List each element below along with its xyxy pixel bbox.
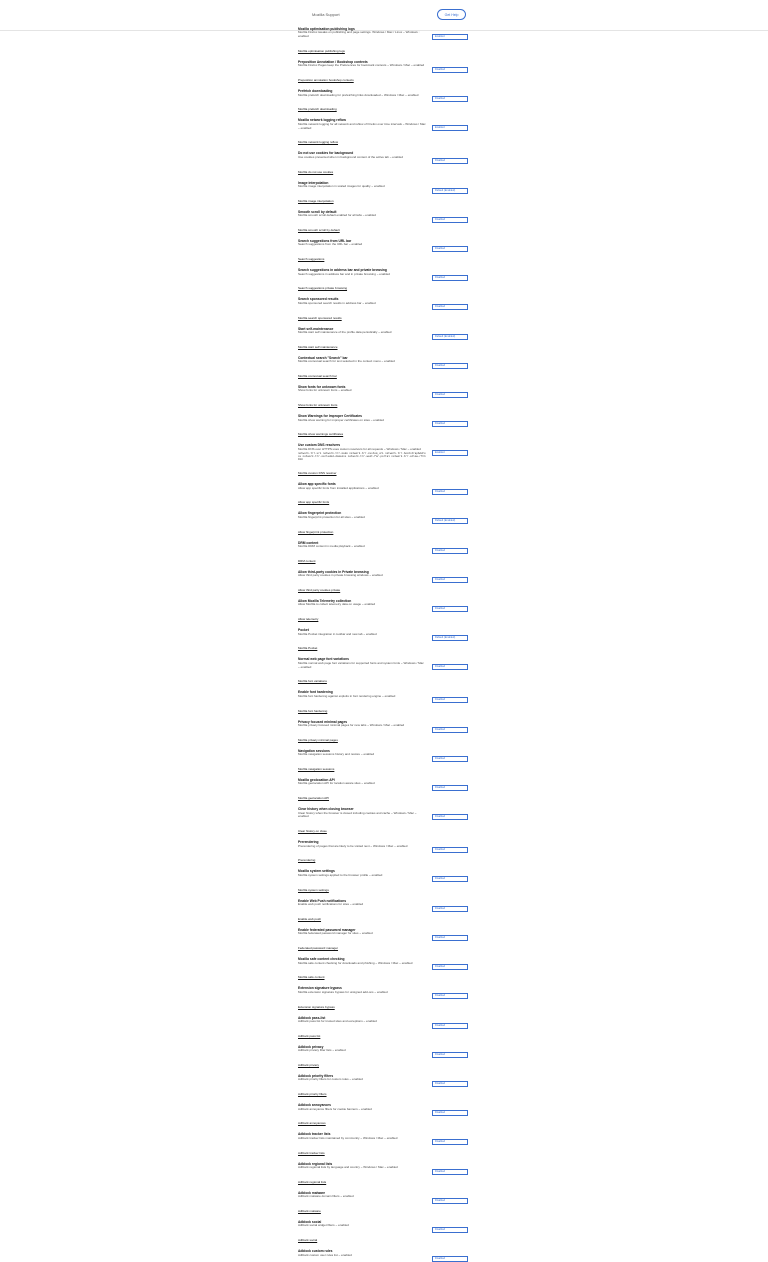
setting-title: Navigation sessions (298, 748, 330, 753)
setting-toggle-button[interactable]: Default (Enabled) (432, 188, 468, 194)
site-title: Mozilla Support (312, 12, 340, 17)
setting-description: Mozilla federated password manager for sites ~ enabled (298, 931, 373, 936)
setting-toggle-button[interactable]: Disabled (432, 67, 468, 73)
setting-title: Allow app specific fonts (298, 482, 336, 487)
setting-description: Mozilla Pocket integration in toolbar and new tab ~ enabled (298, 631, 377, 636)
setting-title: Mozilla network logging reflow (298, 118, 346, 123)
setting-link[interactable]: DRM content (298, 558, 316, 563)
setting-title: Start self-maintenance (298, 326, 334, 331)
setting-title: Allow Mozilla Telemetry collection (298, 599, 352, 604)
setting-description: Allow app specific fonts from installed applications ~ enabled (298, 485, 379, 490)
setting-title: Prefetch downloading (298, 89, 333, 94)
setting-description: Mozilla geolocation API for location aware sites ~ enabled (298, 781, 375, 786)
setting-link[interactable]: Show fonts for unknown fonts (298, 403, 338, 408)
setting-description: Mozilla font hardening against exploits in font rendering engine ~ enabled (298, 693, 396, 698)
setting-title: Enable Web Push notifications (298, 898, 347, 903)
setting-link[interactable]: Adblock social (298, 1238, 318, 1243)
setting-link[interactable]: Mozilla geolocation API (298, 796, 330, 801)
setting-link[interactable]: Adblock regional lists (298, 1179, 327, 1184)
setting-item (298, 986, 470, 1012)
setting-item (298, 443, 470, 479)
setting-description: Mozilla safe content checking for downloads and phishing ~ Windows / Mac ~ enabled (298, 960, 413, 965)
setting-toggle-button[interactable]: Enabled (432, 450, 468, 456)
setting-title: Adblock privacy (298, 1044, 324, 1049)
setting-description: Mozilla system settings applied to the browser profile ~ enabled (298, 872, 383, 877)
setting-toggle-button[interactable]: Disabled (432, 664, 468, 670)
setting-item (298, 657, 470, 687)
setting-title: Adblock annoyances (298, 1103, 331, 1108)
setting-description: Mozilla navigation sessions history and restore ~ enabled (298, 752, 375, 757)
setting-toggle-button[interactable]: Disabled (432, 606, 468, 612)
setting-toggle-button[interactable]: Disabled (432, 1110, 468, 1116)
setting-title: Normal web page font variations (298, 657, 349, 662)
setting-toggle-button[interactable]: Disabled (432, 489, 468, 495)
setting-item (298, 356, 470, 382)
setting-item (298, 570, 470, 596)
setting-link[interactable]: Search suggestions (298, 257, 325, 262)
setting-description: Mozilla show warning for improper certificates on sites ~ enabled (298, 417, 384, 422)
setting-toggle-button[interactable]: Disabled (432, 1227, 468, 1233)
setting-item (298, 928, 470, 954)
setting-toggle-button[interactable]: Disabled (432, 421, 468, 427)
setting-link[interactable]: Mozilla Pocket (298, 646, 318, 651)
setting-link[interactable]: Mozilla navigation sessions (298, 767, 335, 772)
setting-description: Adblock tracker lists maintained by community ~ Windows / Mac ~ enabled (298, 1135, 398, 1140)
setting-link[interactable]: Mozilla font hardening (298, 708, 328, 713)
setting-title: Allow fingerprint protection (298, 511, 342, 516)
setting-item (298, 1220, 470, 1246)
setting-title: Adblock pass-list (298, 1015, 326, 1020)
setting-description: Prerendering of pages that are likely to be visited next ~ Windows / Mac ~ enabled (298, 843, 408, 848)
setting-toggle-button[interactable]: Disabled (432, 1023, 468, 1029)
setting-toggle-button[interactable]: Disabled (432, 1081, 468, 1087)
setting-title: Show Warnings for Improper Certificates (298, 414, 362, 419)
get-help-button[interactable]: Get Help (437, 9, 466, 20)
setting-description: Mozilla contextual search for text selected in the context menu ~ enabled (298, 359, 395, 364)
setting-title: Clear history when closing browser (298, 807, 354, 812)
setting-link[interactable]: Mozilla privacy minimal pages (298, 737, 338, 742)
setting-description: Mozilla start self maintenance of the profile data periodically ~ enabled (298, 330, 392, 335)
setting-item (298, 297, 470, 323)
setting-link[interactable]: Clear history on close (298, 829, 327, 834)
setting-link[interactable]: Adblock privacy (298, 1062, 320, 1067)
setting-item (298, 268, 470, 294)
setting-item (298, 869, 470, 895)
setting-link[interactable]: Mozilla search sponsored results (298, 315, 342, 320)
setting-description: Clear history when the browser is closed including cookies and cache ~ Windows / Mac ~ enabled (298, 810, 417, 819)
setting-description: Mozilla Firefox Pages keep the Preferences for bookmark contexts ~ Windows / Mac ~ enabled (298, 63, 425, 68)
setting-link[interactable]: Adblock malware (298, 1208, 321, 1213)
setting-code: network.trr.uri network.trr.mode network.trr.custom_uri network.trr.bootstrapAddress network.trr.excluded-domains network.trr.wait-for-portal network.trr.allow-rfc1918 (298, 451, 426, 462)
setting-title: Pocket (298, 628, 309, 633)
setting-toggle-button[interactable]: Disabled (432, 1256, 468, 1262)
setting-description: Mozilla image interpolation in scaled images for quality ~ enabled (298, 184, 385, 189)
setting-link[interactable]: Adblock pass list (298, 1033, 321, 1038)
setting-description: Allow third party cookies in private browsing windows ~ enabled (298, 573, 383, 578)
setting-title: Search sponsored results (298, 297, 339, 302)
setting-title: Adblock malware (298, 1190, 326, 1195)
setting-description: Mozilla network logging for all network and reflow of Firefox over time intervals ~ Windows / Mac ~ enabled (298, 121, 426, 130)
setting-description: Search suggestions in address bar and in private browsing ~ enabled (298, 271, 390, 276)
setting-item (298, 778, 470, 804)
setting-title: Mozilla geolocation API (298, 778, 335, 783)
setting-description: Mozilla prefetch downloading for prefetching links downloaded ~ Windows / Mac ~ enabled (298, 92, 419, 97)
setting-description: Adblock privacy filter lists ~ enabled (298, 1048, 346, 1053)
setting-item (298, 899, 470, 925)
setting-item (298, 1132, 470, 1158)
setting-toggle-button[interactable]: Default (Enabled) (432, 334, 468, 340)
setting-description: Adblock priority filters for custom rules ~ enabled (298, 1077, 363, 1082)
setting-description: Adblock malware domain filters ~ enabled (298, 1194, 354, 1199)
setting-description: Enable web push notifications for sites ~ enabled (298, 902, 364, 907)
setting-toggle-button[interactable]: Disabled (432, 304, 468, 310)
setting-title: Mozilla optimisation publishing logs (298, 27, 355, 31)
setting-toggle-button[interactable]: Disabled (432, 876, 468, 882)
setting-item (298, 720, 470, 746)
setting-item (298, 482, 470, 508)
setting-link[interactable]: Mozilla system settings (298, 887, 329, 892)
setting-toggle-button[interactable]: Enabled (432, 34, 468, 40)
setting-description: Adblock pass list for trusted sites and exceptions ~ enabled (298, 1018, 377, 1023)
setting-link[interactable]: Allow fingerprint protection (298, 529, 334, 534)
setting-description: Mozilla privacy focused minimal pages for new tabs ~ Windows / Mac ~ enabled (298, 723, 405, 728)
setting-title: Adblock tracker lists (298, 1132, 331, 1137)
setting-link[interactable]: Allow third party cookies private (298, 588, 341, 593)
setting-title: Search suggestions in address bar and private browsing (298, 268, 387, 273)
setting-title: Mozilla system settings (298, 869, 335, 874)
setting-link[interactable]: Preposition annotation bookshop contexts (298, 78, 354, 83)
setting-link[interactable]: Allow app specific fonts (298, 500, 330, 505)
setting-description: Adblock social widget filters ~ enabled (298, 1223, 349, 1228)
setting-title: Show fonts for unknown fonts (298, 385, 346, 390)
setting-description: Allow Mozilla to collect telemetry data on usage ~ enabled (298, 602, 376, 607)
setting-toggle-button[interactable]: Disabled (432, 785, 468, 791)
setting-item (298, 210, 470, 236)
setting-link[interactable]: Search suggestions private browsing (298, 286, 348, 291)
setting-title: Search suggestions from URL bar (298, 239, 352, 244)
setting-description: Mozilla DRM content in media playback ~ enabled (298, 544, 365, 549)
setting-toggle-button[interactable]: Disabled (432, 158, 468, 164)
setting-title: Use custom DNS resolvers (298, 443, 341, 448)
setting-link[interactable]: Mozilla contextual search bar (298, 374, 337, 379)
setting-item (298, 1074, 470, 1100)
setting-item (298, 628, 470, 654)
setting-toggle-button[interactable]: Disabled (432, 935, 468, 941)
setting-toggle-button[interactable]: Disabled (432, 548, 468, 554)
setting-title: Extension signature bypass (298, 986, 342, 991)
setting-toggle-button[interactable]: Disabled (432, 1169, 468, 1175)
setting-item (298, 1162, 470, 1188)
setting-toggle-button[interactable]: Disabled (432, 697, 468, 703)
setting-item (298, 840, 470, 866)
setting-title: Prerendering (298, 840, 319, 845)
setting-item (298, 151, 470, 177)
setting-toggle-button[interactable]: Enabled (432, 125, 468, 131)
setting-item (298, 957, 470, 983)
setting-item (298, 599, 470, 625)
setting-toggle-button[interactable]: Disabled (432, 906, 468, 912)
setting-toggle-button[interactable]: Disabled (432, 756, 468, 762)
setting-item (298, 118, 470, 148)
setting-description: Mozilla smooth scroll default enabled for all tabs ~ enabled (298, 213, 376, 218)
setting-toggle-button[interactable]: Disabled (432, 217, 468, 223)
setting-link[interactable]: Mozilla network logging reflow (298, 140, 339, 145)
setting-link[interactable]: Adblock tracker lists (298, 1150, 325, 1155)
setting-link[interactable]: Prerendering (298, 858, 316, 863)
setting-link[interactable]: Adblock priority filters (298, 1092, 327, 1097)
setting-toggle-button[interactable]: Disabled (432, 392, 468, 398)
setting-toggle-button[interactable]: Disabled (432, 246, 468, 252)
setting-title: Smooth scroll by default (298, 209, 337, 214)
setting-toggle-button[interactable]: Disabled (432, 96, 468, 102)
setting-title: Mozilla safe content checking (298, 957, 345, 962)
setting-item (298, 1191, 470, 1217)
setting-description: Search suggestions from the URL bar ~ enabled (298, 242, 363, 247)
setting-title: DRM content (298, 540, 319, 545)
setting-description: Adblock custom user rules list ~ enabled (298, 1252, 352, 1257)
setting-title: Adblock social (298, 1219, 322, 1224)
setting-item (298, 89, 470, 115)
setting-description: Adblock regional lists by language and country ~ Windows / Mac ~ enabled (298, 1164, 398, 1169)
setting-link[interactable]: Mozilla show warnings certificates (298, 432, 344, 437)
setting-description: Mozilla extension signature bypass for unsigned add-ons ~ enabled (298, 989, 388, 994)
setting-toggle-button[interactable]: Disabled (432, 847, 468, 853)
setting-item (298, 749, 470, 775)
setting-link[interactable]: Mozilla custom DNS resolver (298, 471, 337, 476)
settings-list (298, 27, 470, 1260)
setting-toggle-button[interactable]: Disabled (432, 727, 468, 733)
setting-link[interactable]: Federated password manager (298, 946, 339, 951)
setting-link[interactable]: Allow telemetry (298, 617, 319, 622)
setting-toggle-button[interactable]: Disabled (432, 275, 468, 281)
setting-item (298, 1045, 470, 1071)
setting-link[interactable]: Mozilla safe content (298, 975, 325, 980)
setting-item (298, 807, 470, 837)
setting-toggle-button[interactable]: Disabled (432, 814, 468, 820)
setting-title: Privacy focused minimal pages (298, 719, 348, 724)
setting-link[interactable]: Mozilla font variations (298, 679, 327, 684)
setting-item (298, 1016, 470, 1042)
setting-item (298, 27, 470, 57)
setting-description: Mozilla Firefox tweaks on publishing and page settings. Windows / Mac / Linux ~ Windows : enabled (298, 30, 420, 39)
setting-link[interactable]: Mozilla image interpolation (298, 198, 334, 203)
setting-title: Image interpolation (298, 180, 329, 185)
setting-description: Mozilla sponsored search results in address bar ~ enabled (298, 300, 376, 305)
setting-link[interactable]: Mozilla optimisation publishing logs (298, 49, 345, 53)
setting-title: Adblock priority filters (298, 1073, 334, 1078)
setting-toggle-button[interactable]: Disabled (432, 1198, 468, 1204)
setting-link[interactable]: Extension signature bypass (298, 1004, 335, 1009)
setting-title: Enable font hardening (298, 690, 333, 695)
setting-title: Preposition Annotation / Bookshop contexts (298, 60, 368, 64)
setting-toggle-button[interactable]: Disabled (432, 1052, 468, 1058)
setting-toggle-button[interactable]: Disabled (432, 993, 468, 999)
setting-item (298, 385, 470, 411)
setting-toggle-button[interactable]: Disabled (432, 577, 468, 583)
setting-link[interactable]: Mozilla start self maintenance (298, 344, 338, 349)
setting-link[interactable]: Adblock annoyances (298, 1121, 326, 1126)
setting-description: Use cookies prevented when in background content of the active tab ~ enabled (298, 154, 403, 159)
setting-item (298, 1103, 470, 1129)
setting-toggle-button[interactable]: Disabled (432, 363, 468, 369)
setting-title: Do not use cookies for background (298, 151, 354, 156)
setting-title: Adblock custom rules (298, 1249, 333, 1254)
setting-title: Adblock regional lists (298, 1161, 333, 1166)
setting-item (298, 511, 470, 537)
setting-item (298, 541, 470, 567)
setting-item (298, 327, 470, 353)
setting-item (298, 60, 470, 86)
setting-description: Show fonts for unknown fonts ~ enabled (298, 388, 352, 393)
setting-title: Contextual search "Search" bar (298, 355, 348, 360)
setting-description: Adblock annoyance filters for cookie banners ~ enabled (298, 1106, 372, 1111)
setting-description: Mozilla normal web page font variations for supported fonts and system fonts ~ Windows / Mac ~ enabled (298, 660, 424, 669)
setting-toggle-button[interactable]: Disabled (432, 1139, 468, 1145)
setting-item (298, 239, 470, 265)
setting-description: Mozilla DNS over HTTPS uses custom resolvers for all requests ~ Windows / Mac ~ enabled (298, 446, 421, 451)
setting-description: Mozilla fingerprint protection for all sites ~ enabled (298, 514, 365, 519)
setting-link[interactable]: Mozilla do not use cookies (298, 169, 334, 174)
setting-item (298, 181, 470, 207)
setting-link[interactable]: Mozilla smooth scroll by default (298, 228, 340, 233)
setting-item (298, 414, 470, 440)
setting-toggle-button[interactable]: Default (Enabled) (432, 518, 468, 524)
setting-title: Enable federated password manager (298, 927, 356, 932)
setting-link[interactable]: Mozilla prefetch downloading (298, 107, 337, 112)
setting-toggle-button[interactable]: Default (Enabled) (432, 635, 468, 641)
setting-title: Allow third-party cookies in Private browsing (298, 569, 369, 574)
setting-link[interactable]: Enable web push (298, 916, 322, 921)
setting-toggle-button[interactable]: Disabled (432, 964, 468, 970)
setting-item (298, 1249, 470, 1261)
setting-item (298, 690, 470, 716)
